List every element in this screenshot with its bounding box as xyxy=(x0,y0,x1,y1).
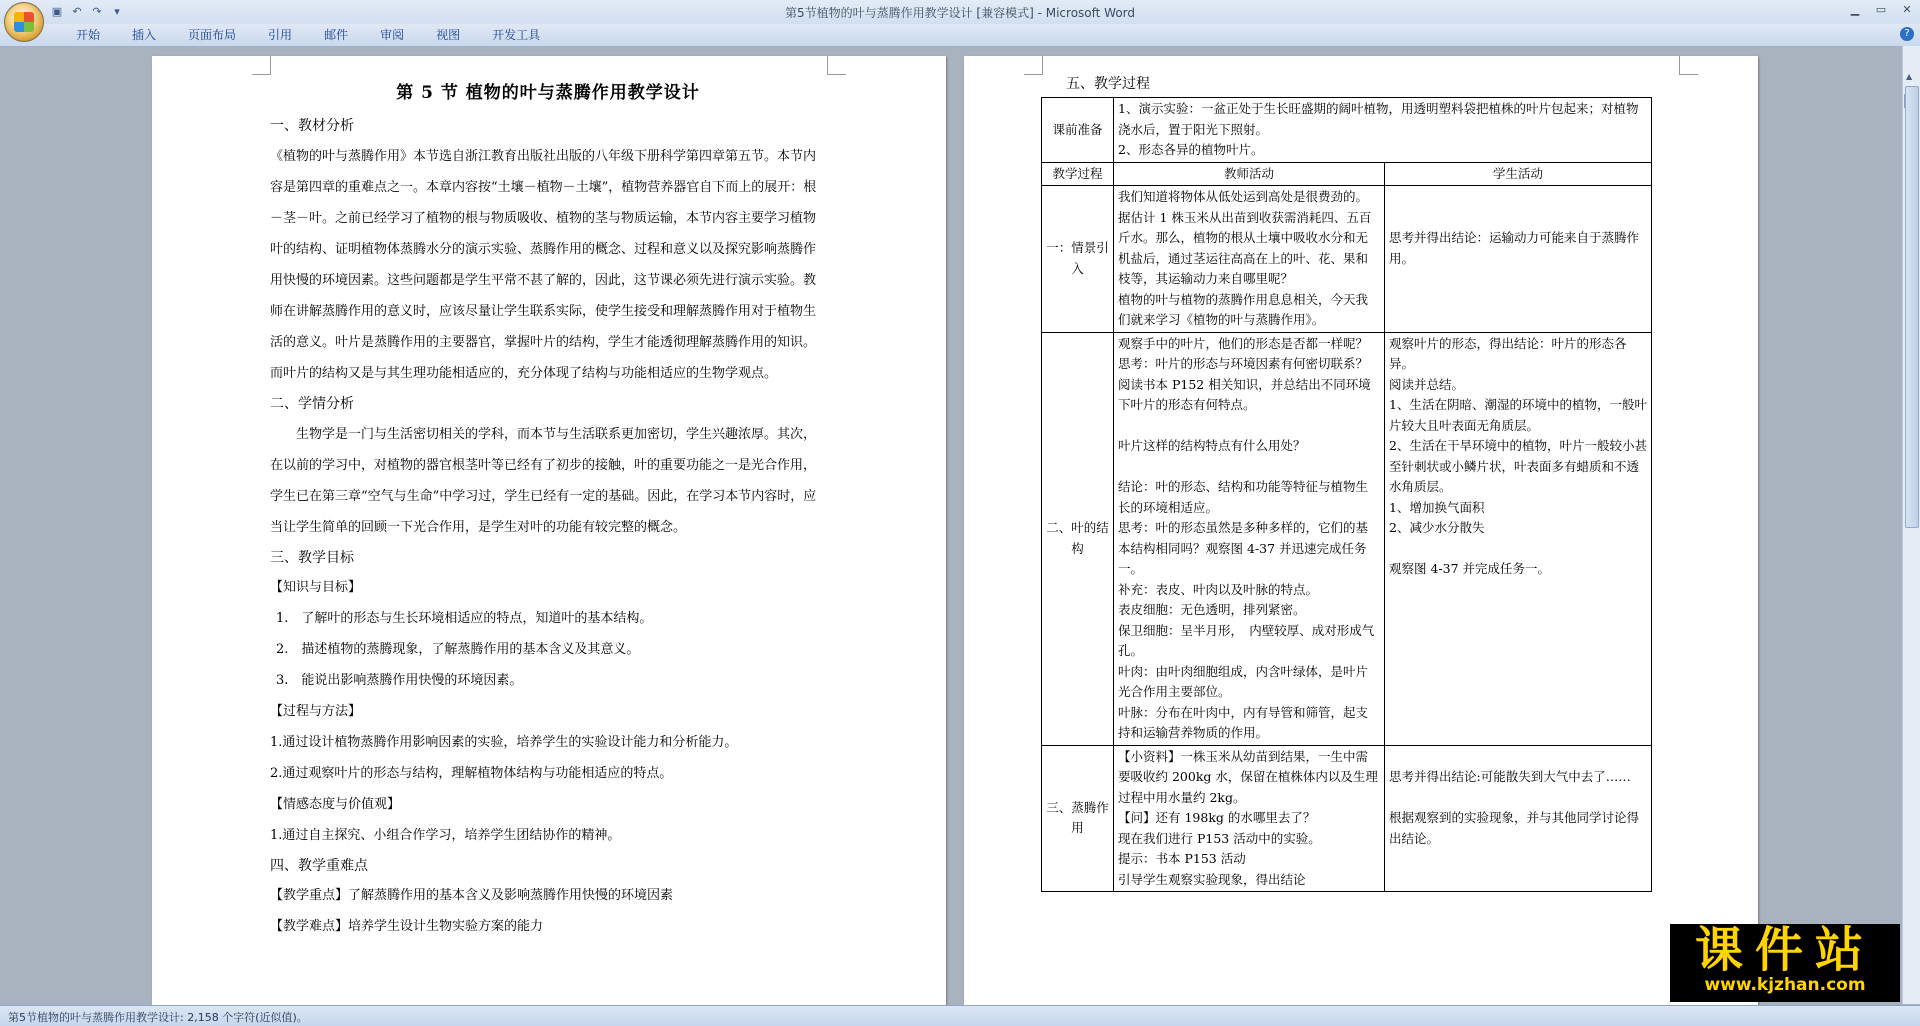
prep-item: 2、形态各异的植物叶片。 xyxy=(1118,142,1264,157)
margin-mark xyxy=(827,56,846,75)
cell-line: 【小资料】一株玉米从幼苗到结果，一生中需要吸收约 200kg 水，保留在植株体内以及生理过程中用水量约 2kg。 xyxy=(1118,748,1378,805)
tab-view[interactable]: 视图 xyxy=(436,28,461,42)
cell-line: 观察叶片的形态，得出结论：叶片的形态各异。 xyxy=(1389,335,1627,371)
scroll-thumb[interactable] xyxy=(1905,86,1919,528)
table-row xyxy=(1042,745,1652,892)
cell-line: 提示：书本 P153 活动 xyxy=(1118,851,1246,866)
prep-label: 课前准备 xyxy=(1042,98,1114,163)
paragraph: 《植物的叶与蒸腾作用》本节选自浙江教育出版社出版的八年级下册科学第四章第五节。本节内容是第四章的重难点之一。本章内容按“土壤－植物－土壤”，植物营养器官自下而上的展开：根－茎－叶。之前已经学习了植物的根与物质吸收、植物的茎与物质运输，本节内容主要学习植物叶的结构、证明植物体蒸腾水分的演示实验、蒸腾作用的概念、过程和意义以及探究影响蒸腾作用快慢的环境因素。这些问题都是学生平常不甚了解的，因此，这节课必须先进行演示实验。教师在讲解蒸腾作用的意义时，应该尽量让学生联系实际，使学生接受和理解蒸腾作用对于植物生活的意义。叶片是蒸腾作用的主要器官，掌握叶片的结构，学生才能透彻理解蒸腾作用的知识。而叶片的结构又是与其生理功能相适应的，充分体现了结构与功能相适应的生物学观点。 xyxy=(270,149,817,381)
teaching-process-table xyxy=(1041,97,1652,892)
cell-line: 思考并得出结论：运输动力可能来自于蒸腾作用。 xyxy=(1389,230,1640,266)
cell-line: 补充：表皮、叶肉以及叶脉的特点。 xyxy=(1118,581,1319,597)
stage-cell: 三、蒸腾作用 xyxy=(1042,745,1114,892)
student-cell xyxy=(1385,332,1652,745)
document-page-2[interactable] xyxy=(964,56,1758,1014)
window-controls xyxy=(1842,0,1920,20)
cell-line: 我们知道将物体从低处运到高处是很费劲的。据估计 1 株玉米从出苗到收获需消耗四、五百斤水。那么，植物的根从土壤中吸收水分和无机盐后，通过茎运往高高在上的叶、花、果和枝等，其运输动力来自哪里呢？ xyxy=(1118,189,1372,286)
list-item: 1. 了解叶的形态与生长环境相适应的特点，知道叶的基本结构。 xyxy=(276,611,653,626)
cell-line: 2、减少水分散失 xyxy=(1389,520,1485,535)
redo-icon[interactable]: ↷ xyxy=(92,5,102,18)
cell-line: 结论：叶的形态、结构和功能等特征与植物生长的环境相适应。 xyxy=(1118,479,1369,515)
tab-insert[interactable]: 插入 xyxy=(132,28,157,42)
table-row xyxy=(1042,332,1652,745)
list-item: 2. 描述植物的蒸腾现象，了解蒸腾作用的基本含义及其意义。 xyxy=(276,642,640,657)
cell-line xyxy=(1389,187,1647,208)
cell-line: 思考：叶的形态虽然是多种多样的，它们的基本结构相同吗？观察图 4-37 并迅速完成任务一。 xyxy=(1118,520,1369,576)
column-header: 教师活动 xyxy=(1114,162,1385,186)
vertical-scrollbar[interactable] xyxy=(1902,46,1920,1004)
tab-home[interactable]: 开始 xyxy=(76,28,101,42)
document-page-1[interactable] xyxy=(152,56,946,1014)
cell-line: 叶肉：由叶肉细胞组成，内含叶绿体，是叶片光合作用主要部位。 xyxy=(1118,663,1369,699)
key-point: 【教学重点】了解蒸腾作用的基本含义及影响蒸腾作用快慢的环境因素 xyxy=(270,888,674,903)
title-bar xyxy=(0,0,1920,24)
ribbon xyxy=(0,24,1920,47)
document-title: 第 5 节 植物的叶与蒸腾作用教学设计 xyxy=(396,83,700,103)
cell-line: 观察图 4-37 并完成任务一。 xyxy=(1389,561,1551,576)
ribbon-tabs xyxy=(60,28,556,42)
student-cell xyxy=(1385,745,1652,892)
section-heading: 四、教学重难点 xyxy=(270,858,368,874)
tab-references[interactable]: 引用 xyxy=(268,28,293,42)
tab-developer[interactable]: 开发工具 xyxy=(492,28,541,42)
cell-line: 植物的叶与植物的蒸腾作用息息相关，今天我们就来学习《植物的叶与蒸腾作用》。 xyxy=(1118,291,1369,327)
office-button[interactable] xyxy=(4,2,44,42)
prep-item: 1、演示实验：一盆正处于生长旺盛期的阔叶植物，用透明塑料袋把植株的叶片包起来；对植物浇水后，置于阳光下照射。 xyxy=(1118,101,1639,137)
help-icon[interactable]: ? xyxy=(1900,27,1914,41)
margin-mark xyxy=(252,56,271,75)
cell-line: 【问】还有 198kg 的水哪里去了？ xyxy=(1118,810,1316,825)
cell-line xyxy=(1389,539,1647,560)
cell-line: 2、生活在干旱环境中的植物，叶片一般较小甚至针刺状或小鳞片状，叶表面多有蜡质和不透水角质层。 xyxy=(1389,438,1647,494)
maximize-icon[interactable]: ▭ xyxy=(1875,3,1887,16)
cell-line xyxy=(1389,208,1647,229)
cell-line: 表皮细胞：无色透明，排列紧密。 xyxy=(1118,602,1306,617)
subheading: 【情感态度与价值观】 xyxy=(270,797,401,812)
cell-line xyxy=(1118,416,1380,437)
teacher-cell xyxy=(1114,332,1385,745)
save-icon[interactable]: ▣ xyxy=(51,5,63,18)
section-heading: 一、教材分析 xyxy=(270,118,354,134)
section-heading: 五、教学过程 xyxy=(1066,76,1150,92)
cell-line: 引导学生观察实验现象，得出结论 xyxy=(1118,871,1306,887)
difficult-point: 【教学难点】培养学生设计生物实验方案的能力 xyxy=(270,919,544,934)
stage-cell: 二、叶的结构 xyxy=(1042,332,1114,745)
cell-line: 叶脉：分布在叶肉中，内有导管和筛管，起支持和运输营养物质的作用。 xyxy=(1118,704,1369,740)
subheading: 【知识与目标】 xyxy=(270,580,362,595)
teacher-cell xyxy=(1114,745,1385,892)
cell-line: 叶片这样的结构特点有什么用处？ xyxy=(1118,438,1306,453)
window-title: 第5节植物的叶与蒸腾作用教学设计 [兼容模式] - Microsoft Word xyxy=(784,6,1136,20)
section-heading: 三、教学目标 xyxy=(270,550,354,566)
scroll-up-icon[interactable]: ▲ xyxy=(1906,72,1913,81)
prep-cell xyxy=(1114,98,1652,163)
cell-line: 现在我们进行 P153 活动中的实验。 xyxy=(1118,830,1321,846)
cell-line xyxy=(1389,747,1647,768)
cell-line: 阅读并总结。 xyxy=(1389,376,1465,392)
cell-line: 根据观察到的实验现象，并与其他同学讨论得出结论。 xyxy=(1389,810,1640,846)
student-cell xyxy=(1385,186,1652,333)
cell-line: 保卫细胞：呈半月形， 内壁较厚、成对形成气孔。 xyxy=(1118,622,1375,658)
list-item: 3. 能说出影响蒸腾作用快慢的环境因素。 xyxy=(276,673,523,688)
tab-mailings[interactable]: 邮件 xyxy=(324,28,349,42)
table-row xyxy=(1042,98,1652,163)
column-header: 教学过程 xyxy=(1042,162,1114,186)
cell-line: 阅读书本 P152 相关知识，并总结出不同环境下叶片的形态有何特点。 xyxy=(1118,376,1371,412)
cell-line: 1、增加换气面积 xyxy=(1389,499,1485,515)
teacher-cell xyxy=(1114,186,1385,333)
paragraph: 生物学是一门与生活密切相关的学科，而本节与生活联系更加密切，学生兴趣浓厚。其次，在以前的学习中，对植物的器官根茎叶等已经有了初步的接触，叶的重要功能之一是光合作用，学生已在第三章“空气与生命”中学习过，学生已经有一定的基础。因此，在学习本节内容时，应当让学生简单的回顾一下光合作用，是学生对叶的功能有较完整的概念。 xyxy=(270,427,817,535)
table-row xyxy=(1042,186,1652,333)
margin-mark xyxy=(1679,56,1698,75)
close-icon[interactable]: ✕ xyxy=(1902,3,1912,16)
page1-content xyxy=(270,76,826,943)
list-item: 1.通过设计植物蒸腾作用影响因素的实验，培养学生的实验设计能力和分析能力。 xyxy=(270,735,738,750)
section-heading: 二、学情分析 xyxy=(270,396,354,412)
column-header: 学生活动 xyxy=(1385,162,1652,186)
watermark-text: 课件站 xyxy=(1694,922,1875,978)
cell-line xyxy=(1118,457,1380,478)
undo-icon[interactable]: ↶ xyxy=(72,5,82,18)
cell-line: 思考：叶片的形态与环境因素有何密切联系？ xyxy=(1118,356,1369,371)
cell-line: 观察手中的叶片，他们的形态是否都一样呢？ xyxy=(1118,335,1369,351)
subheading: 【过程与方法】 xyxy=(270,704,362,719)
watermark-logo xyxy=(1670,924,1900,1002)
cell-line: 思考并得出结论:可能散失到大气中去了…… xyxy=(1389,769,1631,784)
list-item: 1.通过自主探究、小组合作学习，培养学生团结协作的精神。 xyxy=(270,828,621,843)
status-bar xyxy=(0,1005,1920,1026)
minimize-icon[interactable]: ▁ xyxy=(1850,3,1860,16)
tab-page-layout[interactable]: 页面布局 xyxy=(188,28,237,42)
page2-content xyxy=(1041,71,1661,892)
status-text: 第5节植物的叶与蒸腾作用教学设计: 2,158 个字符(近似值)。 xyxy=(8,1011,308,1024)
cell-line xyxy=(1389,788,1647,809)
customize-icon[interactable]: ▾ xyxy=(114,5,120,18)
list-item: 2.通过观察叶片的形态与结构，理解植物体结构与功能相适应的特点。 xyxy=(270,766,673,781)
tab-review[interactable]: 审阅 xyxy=(380,28,405,42)
office-logo-icon xyxy=(14,12,34,32)
table-header-row xyxy=(1042,162,1652,186)
cell-line: 1、生活在阴暗、潮湿的环境中的植物，一般叶片较大且叶表面无角质层。 xyxy=(1389,397,1647,433)
stage-cell: 一：情景引入 xyxy=(1042,186,1114,333)
watermark-url: www.kjzhan.com xyxy=(1704,975,1866,995)
